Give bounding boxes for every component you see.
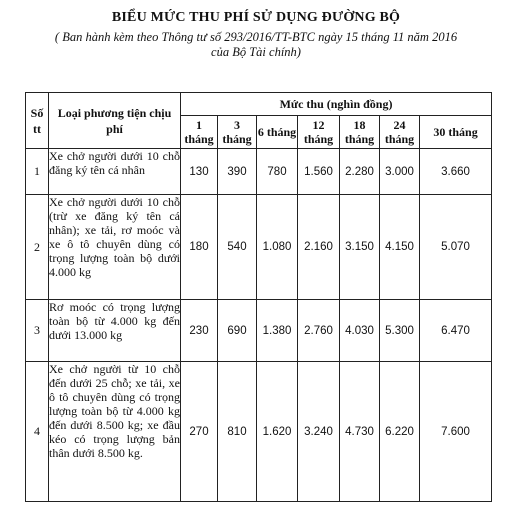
vehicle-type: Xe chở người từ 10 chỗ đến dưới 25 chỗ; xe tải, xe ô tô chuyên dùng có trọng lượng toàn bộ từ 4.000 kg đến dưới 8.500 kg; xe đầu kéo có trọng lượng bản thân dưới 8.500 kg. bbox=[49, 362, 181, 502]
fee-value: 4.730 bbox=[340, 362, 380, 502]
row-number: 2 bbox=[26, 195, 49, 300]
header-no: Số tt bbox=[26, 93, 49, 149]
header-period: 3 tháng bbox=[218, 116, 257, 149]
fee-value: 540 bbox=[218, 195, 257, 300]
fee-value: 6.470 bbox=[420, 300, 492, 362]
fee-value: 3.660 bbox=[420, 149, 492, 195]
fee-value: 1.080 bbox=[257, 195, 298, 300]
fee-value: 1.560 bbox=[298, 149, 340, 195]
header-period: 30 tháng bbox=[420, 116, 492, 149]
table-row bbox=[26, 300, 492, 362]
fee-value: 2.280 bbox=[340, 149, 380, 195]
fee-value: 3.150 bbox=[340, 195, 380, 300]
header-vehicle-type: Loại phương tiện chịu phí bbox=[49, 93, 181, 149]
fee-value: 1.380 bbox=[257, 300, 298, 362]
vehicle-type: Xe chở người dưới 10 chỗ (trừ xe đăng ký tên cá nhân); xe tải, rơ moóc và xe ô tô chuyên dùng có trọng lượng toàn bộ dưới 4.000 kg bbox=[49, 195, 181, 300]
fee-value: 780 bbox=[257, 149, 298, 195]
subtitle-line-1: ( Ban hành kèm theo Thông tư số 293/2016/TT-BTC ngày 15 tháng 11 năm 2016 bbox=[54, 30, 458, 44]
vehicle-type: Rơ moóc có trọng lượng toàn bộ từ 4.000 kg đến dưới 13.000 kg bbox=[49, 300, 181, 362]
fee-value: 6.220 bbox=[380, 362, 420, 502]
fee-value: 270 bbox=[181, 362, 218, 502]
row-number: 3 bbox=[26, 300, 49, 362]
header-period: 18 tháng bbox=[340, 116, 380, 149]
row-number: 4 bbox=[26, 362, 49, 502]
fee-value: 690 bbox=[218, 300, 257, 362]
fee-value: 1.620 bbox=[257, 362, 298, 502]
fee-value: 130 bbox=[181, 149, 218, 195]
header-period: 24 tháng bbox=[380, 116, 420, 149]
fee-value: 390 bbox=[218, 149, 257, 195]
table-row bbox=[26, 149, 492, 195]
row-number: 1 bbox=[26, 149, 49, 195]
fee-value: 2.760 bbox=[298, 300, 340, 362]
fee-value: 810 bbox=[218, 362, 257, 502]
fee-value: 5.070 bbox=[420, 195, 492, 300]
fee-value: 4.030 bbox=[340, 300, 380, 362]
fee-value: 2.160 bbox=[298, 195, 340, 300]
fee-value: 7.600 bbox=[420, 362, 492, 502]
fee-value: 3.000 bbox=[380, 149, 420, 195]
fee-table bbox=[25, 92, 492, 502]
document-title: BIỂU MỨC THU PHÍ SỬ DỤNG ĐƯỜNG BỘ bbox=[111, 10, 401, 25]
table-row bbox=[26, 362, 492, 502]
vehicle-type: Xe chở người dưới 10 chỗ đăng ký tên cá nhân bbox=[49, 149, 181, 195]
fee-value: 180 bbox=[181, 195, 218, 300]
document-subtitle bbox=[0, 30, 512, 60]
header-period: 12 tháng bbox=[298, 116, 340, 149]
header-period: 1 tháng bbox=[181, 116, 218, 149]
header-fee-group: Mức thu (nghìn đồng) bbox=[181, 93, 492, 116]
header-period: 6 tháng bbox=[257, 116, 298, 149]
fee-value: 230 bbox=[181, 300, 218, 362]
table-row bbox=[26, 195, 492, 300]
subtitle-line-2: của Bộ Tài chính) bbox=[211, 45, 301, 59]
fee-value: 4.150 bbox=[380, 195, 420, 300]
fee-value: 5.300 bbox=[380, 300, 420, 362]
header-row-1 bbox=[26, 93, 492, 116]
fee-value: 3.240 bbox=[298, 362, 340, 502]
